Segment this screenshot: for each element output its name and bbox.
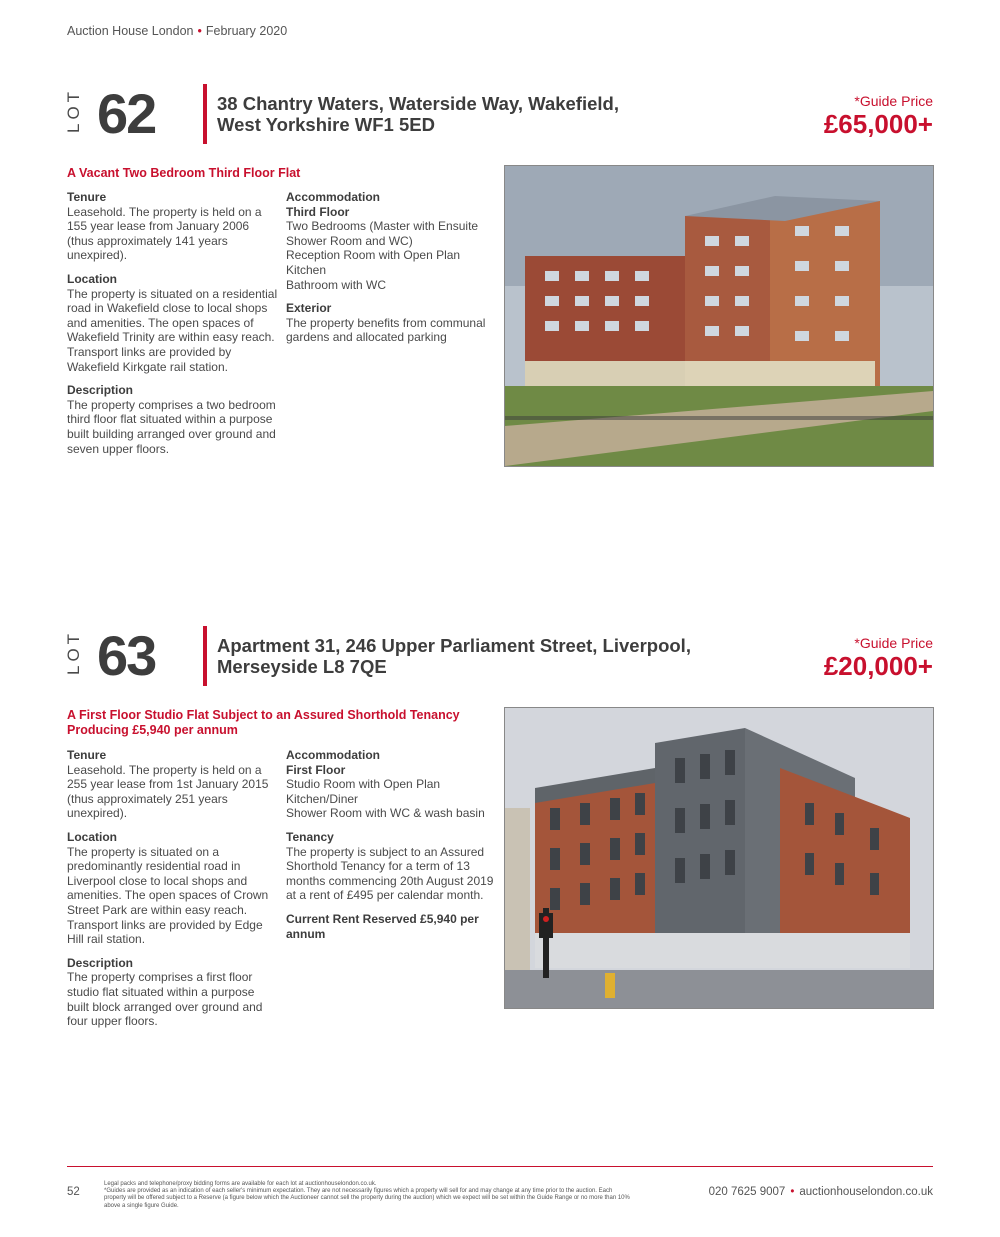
- lot-63-left-column: [67, 748, 279, 1038]
- location-title: Location: [67, 271, 117, 286]
- legal-notice: [104, 1181, 634, 1210]
- accent-bar: [203, 626, 207, 686]
- footer-divider: [67, 1166, 933, 1167]
- phone-number: 020 7625 9007: [708, 1186, 786, 1198]
- tenure-text: Leasehold. The property is held on a 155 year lease from January 2006 (thus approximately 141 years unexpired).: [67, 204, 262, 263]
- address-line-1: Apartment 31, 246 Upper Parliament Street, Liverpool,: [217, 635, 691, 656]
- tenancy-title: Tenancy: [286, 829, 334, 844]
- floor-title: First Floor: [286, 762, 346, 777]
- accommodation-title: Accommodation: [286, 748, 381, 762]
- lot-62-headline: A Vacant Two Bedroom Third Floor Flat: [67, 166, 301, 180]
- lot-number: 62: [97, 82, 156, 145]
- accommodation-line: Reception Room with Open Plan Kitchen: [286, 248, 461, 277]
- property-address: [217, 93, 777, 135]
- accommodation-line: Bathroom with WC: [286, 277, 387, 292]
- accommodation-line: Shower Room with WC & wash basin: [286, 806, 485, 821]
- exterior-section: [286, 301, 498, 345]
- address-line-2: West Yorkshire WF1 5ED: [217, 114, 435, 135]
- lot-label: LOT: [64, 87, 83, 133]
- accommodation-section: [286, 190, 498, 292]
- tenure-text: Leasehold. The property is held on a 255 year lease from 1st January 2015 (thus approximately 251 years unexpired).: [67, 762, 269, 821]
- lot-63-headline: A First Floor Studio Flat Subject to an Assured Shorthold Tenancy Producing £5,940 per annum: [67, 708, 460, 737]
- address-line-1: 38 Chantry Waters, Waterside Way, Wakefield,: [217, 93, 619, 114]
- location-section: [67, 830, 279, 947]
- floor-title: Third Floor: [286, 204, 350, 219]
- footer-separator: •: [790, 1186, 795, 1198]
- exterior-text: The property benefits from communal gardens and allocated parking: [286, 315, 486, 345]
- accent-bar: [203, 84, 207, 144]
- rent-reserved: Current Rent Reserved £5,940 per annum: [286, 911, 479, 941]
- accommodation-title: Accommodation: [286, 190, 381, 204]
- legal-line-2: *Guides are provided as an indication of each seller's minimum expectation. They are not necessarily figures which a property will sell for and may change at any time prior to the auction. Each property will be offered subject to a Reserve (a figure below which the Auctioneer cannot sell the property during the auction) which we expect will be set within the Guide Range or no more than 10% above a single figure Guide.: [104, 1188, 630, 1209]
- address-line-2: Merseyside L8 7QE: [217, 656, 387, 677]
- location-text: The property is situated on a predominantly residential road in Liverpool close to local shops and amenities. The open spaces of Crown Street Park are within easy reach. Transport links are provided by Edge Hill rail station.: [67, 844, 269, 947]
- header-separator: •: [197, 24, 202, 38]
- exterior-title: Exterior: [286, 301, 332, 316]
- property-address: [217, 635, 777, 677]
- location-section: [67, 272, 279, 374]
- building-photo-icon: [504, 707, 934, 1009]
- tenure-section: [67, 748, 279, 821]
- guide-price-value: £20,000+: [823, 651, 933, 681]
- lot-number: 63: [97, 624, 156, 687]
- building-photo-icon: [504, 165, 934, 467]
- tenure-section: [67, 190, 279, 263]
- location-title: Location: [67, 829, 117, 844]
- description-section: [67, 383, 279, 456]
- guide-price-label: *Guide Price: [854, 93, 933, 109]
- footer-contact: [709, 1186, 933, 1198]
- website-link[interactable]: auctionhouselondon.co.uk: [799, 1186, 933, 1198]
- guide-price-label: *Guide Price: [854, 635, 933, 651]
- tenancy-section: [286, 830, 498, 903]
- description-section: [67, 956, 279, 1029]
- accommodation-line: Two Bedrooms (Master with Ensuite Shower Room and WC): [286, 219, 479, 248]
- legal-line-1: Legal packs and telephone/proxy bidding forms are available for each lot at auctionhouselondon.co.uk.: [104, 1181, 377, 1187]
- description-text: The property comprises a first floor studio flat situated within a purpose built block arranged over ground and four upper floors.: [67, 970, 263, 1029]
- page-number: 52: [67, 1186, 80, 1198]
- lot-62-left-column: [67, 190, 279, 465]
- publisher-name: Auction House London: [67, 24, 194, 38]
- tenancy-text: The property is subject to an Assured Shorthold Tenancy for a term of 13 months commencing 20th August 2019 at a rent of £495 per calendar month.: [286, 844, 494, 903]
- lot-62-right-column: [286, 190, 498, 354]
- tenure-title: Tenure: [67, 748, 107, 762]
- guide-price-value: £65,000+: [823, 109, 933, 139]
- accommodation-section: [286, 748, 498, 821]
- page-header: [67, 24, 287, 38]
- lot-label: LOT: [64, 629, 83, 675]
- tenure-title: Tenure: [67, 190, 107, 204]
- description-text: The property comprises a two bedroom third floor flat situated within a purpose built building arranged over ground and seven upper floors.: [67, 397, 276, 456]
- issue-date: February 2020: [205, 24, 288, 38]
- description-title: Description: [67, 955, 134, 970]
- accommodation-line: Studio Room with Open Plan Kitchen/Diner: [286, 777, 441, 806]
- description-title: Description: [67, 383, 134, 398]
- lot-63-right-column: [286, 748, 498, 950]
- location-text: The property is situated on a residential road in Wakefield close to local shops and amenities. The open spaces of Wakefield Trinity are within easy reach. Transport links are provided by Wakefield Kirkgate rail station.: [67, 286, 278, 374]
